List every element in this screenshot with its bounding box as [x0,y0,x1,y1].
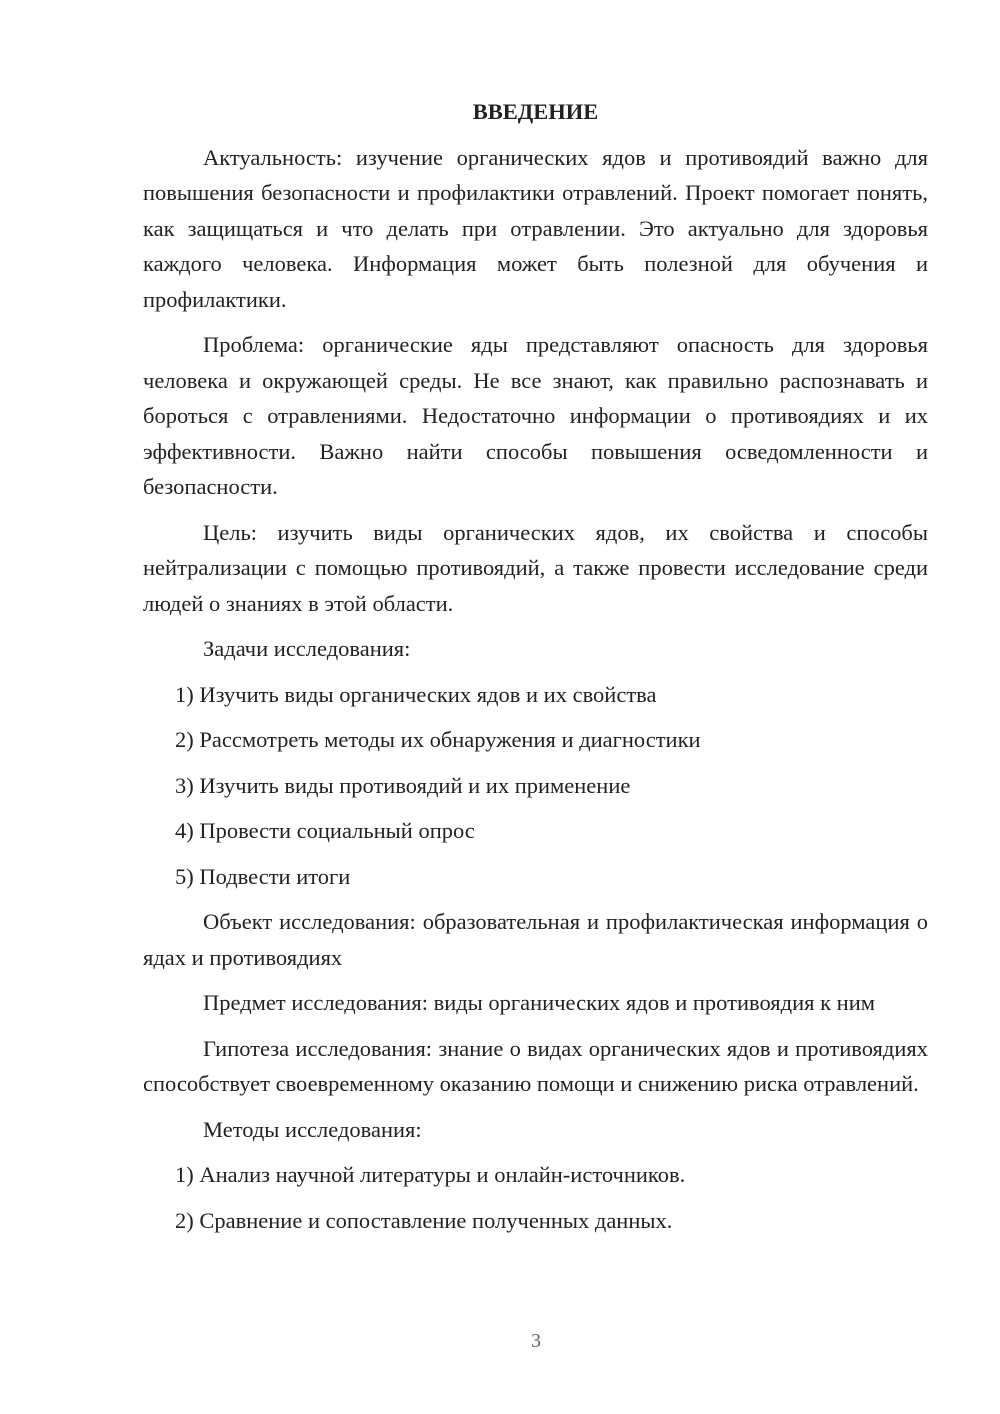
hypothesis-paragraph: Гипотеза исследования: знание о видах органических ядов и противоядиях способствует своевременному оказанию помощи и снижению риска отравлений. [143,1035,928,1096]
method-item: 1) Анализ научной литературы и онлайн-источников. [175,1162,686,1187]
task-item: 5) Подвести итоги [175,863,351,889]
page-number: 3 [531,1330,541,1352]
task-item: 1) Изучить виды органических ядов и их свойства [175,681,657,707]
subject-paragraph: Предмет исследования: виды органических ядов и противоядия к ним [203,990,875,1015]
problem-paragraph: Проблема: органические яды представляют опасность для здоровья человека и окружающей среды. Не все знают, как правильно распознавать и бороться с отравлениями. Недостаточно информации о противоядиях и их эффективности. Важно найти способы повышения осведомленности и безопасности. [143,332,928,499]
page-content [143,94,928,1248]
method-item: 2) Сравнение и сопоставление полученных данных. [175,1207,673,1233]
methods-heading: Методы исследования: [203,1116,422,1142]
object-paragraph: Объект исследования: образовательная и профилактическая информация о ядах и противоядиях [143,909,928,970]
task-item: 3) Изучить виды противоядий и их применение [175,772,631,798]
goal-paragraph: Цель: изучить виды органических ядов, их свойства и способы нейтрализации с помощью противоядий, а также провести исследование среди людей о знаниях в этой области. [143,519,928,616]
relevance-paragraph: Актуальность: изучение органических ядов и противоядий важно для повышения безопасности и профилактики отравлений. Проект помогает понять, как защищаться и что делать при отравлении. Это актуально для здоровья каждого человека. Информация может быть полезной для обучения и профилактики. [143,144,928,312]
task-item: 4) Провести социальный опрос [175,818,475,843]
tasks-heading: Задачи исследования: [203,636,411,661]
section-title: ВВЕДЕНИЕ [472,99,599,124]
task-item: 2) Рассмотреть методы их обнаружения и диагностики [175,727,701,752]
